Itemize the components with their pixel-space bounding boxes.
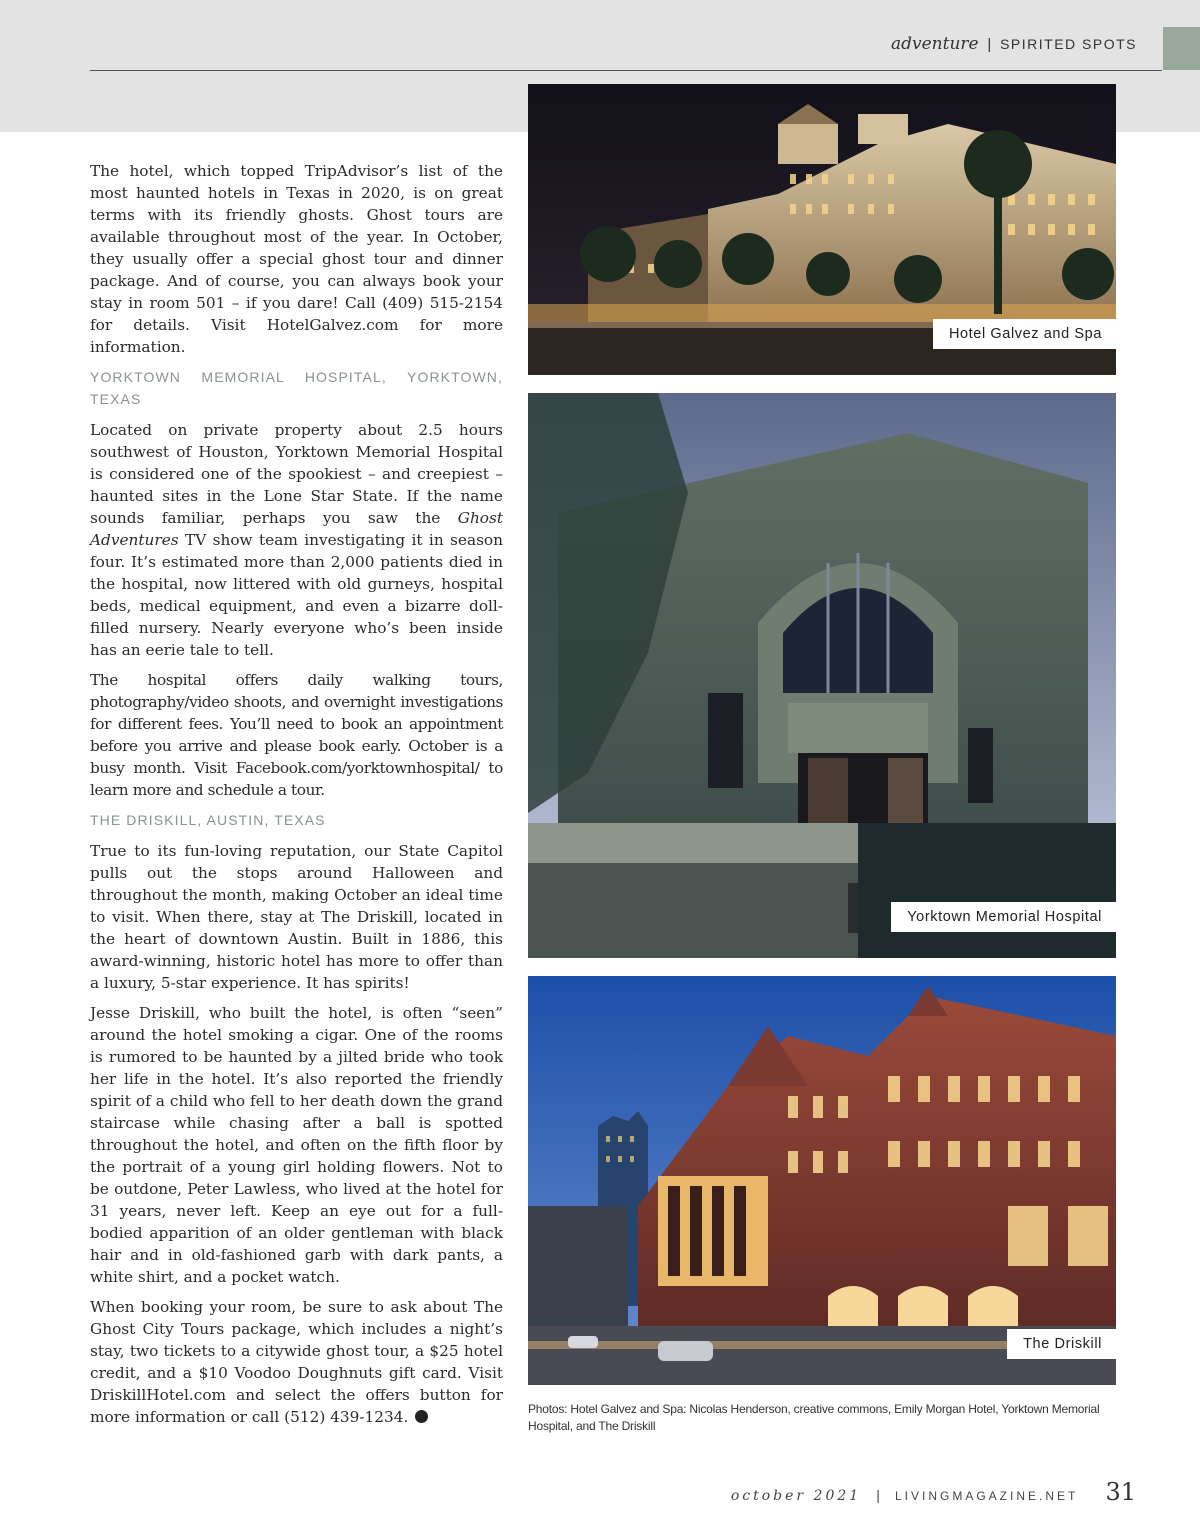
page-footer (731, 1478, 1136, 1506)
driskill-photo (528, 976, 1116, 1385)
intro-paragraph: The hotel, which topped TripAdvisor’s list of the most haunted hotels in Texas in 2020, is on great terms with its friendly ghosts. Ghost tours are available throughout most of the year. In October, they usually offer a special ghost tour and dinner package. And of course, you can always book your stay in room 501 – if you dare! Call (409) 515-2154 for details. Visit HotelGalvez.com for more information. (90, 162, 503, 356)
end-mark-icon (415, 1410, 428, 1423)
photo-credits: Photos: Hotel Galvez and Spa: Nicolas Henderson, creative commons, Emily Morgan Hotel, Yorktown Memorial Hospital, and The Driskill (528, 1402, 1100, 1433)
section-label: adventure (891, 34, 979, 54)
yorktown-paragraph-1 (90, 419, 503, 661)
running-head-separator: | (987, 36, 992, 53)
driskill-p3-text: When booking your room, be sure to ask about The Ghost City Tours package, which includes a night’s stay, two tickets to a citywide ghost tour, a $25 hotel credit, and a $10 Voodoo Doughnuts gift card. Visit DriskillHotel.com and select the offers button for more information or call (512) 439-1234. (90, 1298, 503, 1426)
header-rule (90, 70, 1162, 71)
footer-separator: | (876, 1487, 880, 1503)
driskill-illustration (528, 976, 1116, 1385)
running-head (891, 34, 1137, 54)
hotel-galvez-caption: Hotel Galvez and Spa (933, 319, 1116, 349)
website-link[interactable]: LIVINGMAGAZINE.NET (895, 1489, 1079, 1503)
yorktown-p1-before: Located on private property about 2.5 hours southwest of Houston, Yorktown Memorial Hospital is considered one of the spookiest – and creepiest – haunted sites in the Lone Star State. If the name sounds familiar, perhaps you saw the (90, 421, 503, 527)
driskill-paragraph-3 (90, 1296, 503, 1428)
header-accent-tab (1163, 27, 1200, 70)
yorktown-p1-after: TV show team investigating it in season four. It’s estimated more than 2,000 patients died in the hospital, now littered with old gurneys, hospital beds, medical equipment, and even a bizarre doll-filled nursery. Nearly everyone who’s been inside has an eerie tale to tell. (90, 531, 503, 659)
article-column (90, 160, 503, 1436)
topic-label: SPIRITED SPOTS (1000, 36, 1137, 52)
driskill-paragraph-2: Jesse Driskill, who built the hotel, is often “seen” around the hotel smoking a cigar. One of the rooms is rumored to be haunted by a jilted bride who took her life in the hotel. It’s also reported the friendly spirit of a child who fell to her death down the grand staircase while chasing after a ball is spotted throughout the hotel, and often on the fifth floor by the portrait of a young girl holding flowers. Not to be outdone, Peter Lawless, who lived at the hotel for 31 years, never left. Keep an eye out for a full-bodied apparition of an older gentleman with black hair and in old-fashioned garb with dark pants, a white shirt, and a pocket watch. (90, 1004, 503, 1286)
driskill-caption: The Driskill (1007, 1329, 1116, 1359)
page-number: 31 (1105, 1478, 1136, 1506)
yorktown-hospital-photo (528, 393, 1116, 958)
issue-month: october 2021 (730, 1488, 862, 1504)
yorktown-heading: YORKTOWN MEMORIAL HOSPITAL, YORKTOWN, TEXAS (90, 369, 503, 407)
yorktown-paragraph-2: The hospital offers daily walking tours, photography/video shoots, and overnight investigations for different fees. You’ll need to book an appointment before you arrive and please book early. October is a busy month. Visit Facebook.com/yorktownhospital/ to learn more and schedule a tour. (90, 671, 503, 799)
driskill-paragraph-1: True to its fun-loving reputation, our State Capitol pulls out the stops around Halloween and throughout the month, making October an ideal time to visit. When there, stay at The Driskill, located in the heart of downtown Austin. Built in 1886, this award-winning, historic hotel has more to offer than a luxury, 5-star experience. It has spirits! (90, 842, 503, 992)
yorktown-caption: Yorktown Memorial Hospital (891, 902, 1116, 932)
yorktown-hospital-illustration (528, 393, 1116, 958)
driskill-heading: THE DRISKILL, AUSTIN, TEXAS (90, 812, 326, 828)
show-title: Ghost Adventures (90, 509, 503, 549)
hotel-galvez-photo (528, 84, 1116, 375)
